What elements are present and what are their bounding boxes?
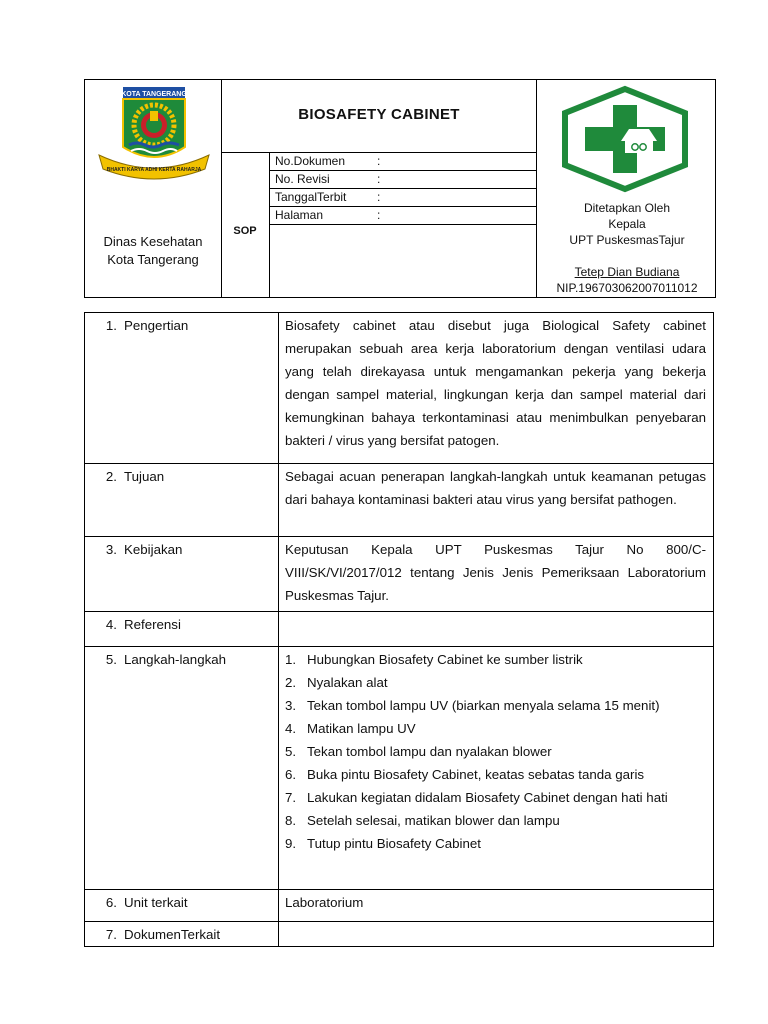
approver-name: Tetep Dian Budiana bbox=[574, 265, 680, 279]
sop-header bbox=[84, 79, 716, 298]
step-number: 3. bbox=[285, 698, 297, 713]
step-text: Buka pintu Biosafety Cabinet, keatas sebatas tanda garis bbox=[307, 767, 645, 782]
meta-separator: : bbox=[377, 154, 381, 168]
meta-label: No.Dokumen bbox=[275, 154, 346, 168]
section-title: DokumenTerkait bbox=[124, 927, 221, 942]
table-row bbox=[85, 464, 714, 537]
step-number: 5. bbox=[285, 744, 297, 759]
table-row bbox=[85, 647, 714, 890]
section-label bbox=[85, 313, 279, 464]
section-number: 7. bbox=[105, 927, 117, 942]
meta-separator: : bbox=[377, 172, 381, 186]
emblem-ribbon-text: BHAKTI KARYA ADHI KERTA RAHARJA bbox=[106, 167, 202, 173]
meta-label: TanggalTerbit bbox=[275, 190, 347, 204]
section-text: Keputusan Kepala UPT Puskesmas Tajur No 800/C-VIII/SK/VI/2017/012 tentang Jenis Jenis Pemeriksaan Laboratorium Puskesmas Tajur. bbox=[279, 537, 714, 612]
section-number: 2. bbox=[105, 469, 117, 484]
approval-line-1: Ditetapkan Oleh bbox=[583, 201, 671, 215]
section-label bbox=[85, 464, 279, 537]
meta-label: No. Revisi bbox=[275, 172, 330, 186]
header-divider bbox=[221, 152, 536, 153]
section-text: Sebagai acuan penerapan langkah-langkah untuk keamanan petugas dari bahaya kontaminasi bakteri atau virus yang bersifat pathogen. bbox=[279, 464, 714, 537]
steps-list bbox=[285, 648, 706, 855]
steps-cell bbox=[279, 647, 714, 890]
section-number: 6. bbox=[105, 895, 117, 910]
step-number: 4. bbox=[285, 721, 297, 736]
step-number: 1. bbox=[285, 652, 297, 667]
meta-separator: : bbox=[377, 208, 381, 222]
list-item bbox=[285, 694, 706, 717]
section-label bbox=[85, 922, 279, 947]
step-text: Matikan lampu UV bbox=[307, 721, 416, 736]
list-item bbox=[285, 832, 706, 855]
kota-tangerang-emblem-icon bbox=[95, 85, 213, 185]
list-item bbox=[285, 786, 706, 809]
org-line-1: Dinas Kesehatan bbox=[103, 234, 203, 249]
list-item bbox=[285, 648, 706, 671]
section-number: 4. bbox=[105, 617, 117, 632]
table-row bbox=[85, 537, 714, 612]
section-label bbox=[85, 537, 279, 612]
table-row bbox=[85, 890, 714, 922]
emblem-banner-text: KOTA TANGERANG bbox=[121, 91, 187, 98]
approval-line-3: UPT PuskesmasTajur bbox=[569, 233, 685, 247]
step-text: Setelah selesai, matikan blower dan lampu bbox=[307, 813, 560, 828]
step-number: 7. bbox=[285, 790, 297, 805]
list-item bbox=[285, 809, 706, 832]
section-title: Kebijakan bbox=[124, 542, 183, 557]
section-label bbox=[85, 890, 279, 922]
meta-separator: : bbox=[377, 190, 381, 204]
list-item bbox=[285, 740, 706, 763]
section-number: 1. bbox=[105, 318, 117, 333]
meta-label: Halaman bbox=[275, 208, 324, 222]
table-row bbox=[85, 612, 714, 647]
meta-row-tanggal-terbit bbox=[275, 190, 380, 208]
section-title: Pengertian bbox=[124, 318, 189, 333]
step-text: Nyalakan alat bbox=[307, 675, 388, 690]
list-item bbox=[285, 763, 706, 786]
table-row bbox=[85, 922, 714, 947]
section-label bbox=[85, 647, 279, 890]
section-text bbox=[279, 922, 714, 947]
step-text: Tutup pintu Biosafety Cabinet bbox=[307, 836, 481, 851]
org-line-2: Kota Tangerang bbox=[107, 252, 199, 267]
step-number: 2. bbox=[285, 675, 297, 690]
organization-name bbox=[85, 233, 221, 269]
approver-nip: NIP.196703062007011012 bbox=[556, 281, 698, 295]
section-text bbox=[279, 612, 714, 647]
section-text: Laboratorium bbox=[279, 890, 714, 922]
meta-row-no-dokumen bbox=[275, 154, 380, 172]
step-number: 8. bbox=[285, 813, 297, 828]
document-title: BIOSAFETY CABINET bbox=[298, 106, 460, 123]
section-title: Unit terkait bbox=[124, 895, 188, 910]
section-text: Biosafety cabinet atau disebut juga Biological Safety cabinet merupakan sebuah area kerja laboratorium dengan ventilasi udara yang telah direkayasa untuk mengamankan pekerja yang bekerja dengan sampel material, lingkungan kerja dan sampel material dari kemungkinan bahaya terkontaminasi atau menimbulkan penyebaran bakteri / virus yang bersifat patogen. bbox=[279, 313, 714, 464]
step-text: Tekan tombol lampu dan nyalakan blower bbox=[307, 744, 552, 759]
approval-line-2: Kepala bbox=[608, 217, 646, 231]
approval-block bbox=[537, 200, 717, 296]
section-title: Tujuan bbox=[124, 469, 165, 484]
list-item bbox=[285, 717, 706, 740]
step-number: 9. bbox=[285, 836, 297, 851]
section-number: 5. bbox=[105, 652, 117, 667]
section-number: 3. bbox=[105, 542, 117, 557]
section-title: Referensi bbox=[124, 617, 181, 632]
step-text: Hubungkan Biosafety Cabinet ke sumber listrik bbox=[307, 652, 583, 667]
section-label bbox=[85, 612, 279, 647]
sop-content-table bbox=[84, 312, 714, 947]
step-text: Lakukan kegiatan didalam Biosafety Cabinet dengan hati hati bbox=[307, 790, 668, 805]
step-text: Tekan tombol lampu UV (biarkan menyala selama 15 menit) bbox=[307, 698, 660, 713]
meta-row-no-revisi bbox=[275, 172, 380, 190]
sop-label: SOP bbox=[233, 225, 257, 237]
section-title: Langkah-langkah bbox=[124, 652, 227, 667]
puskesmas-logo-icon bbox=[557, 83, 693, 193]
step-number: 6. bbox=[285, 767, 297, 782]
list-item bbox=[285, 671, 706, 694]
meta-row-halaman bbox=[275, 208, 380, 226]
table-row bbox=[85, 313, 714, 464]
